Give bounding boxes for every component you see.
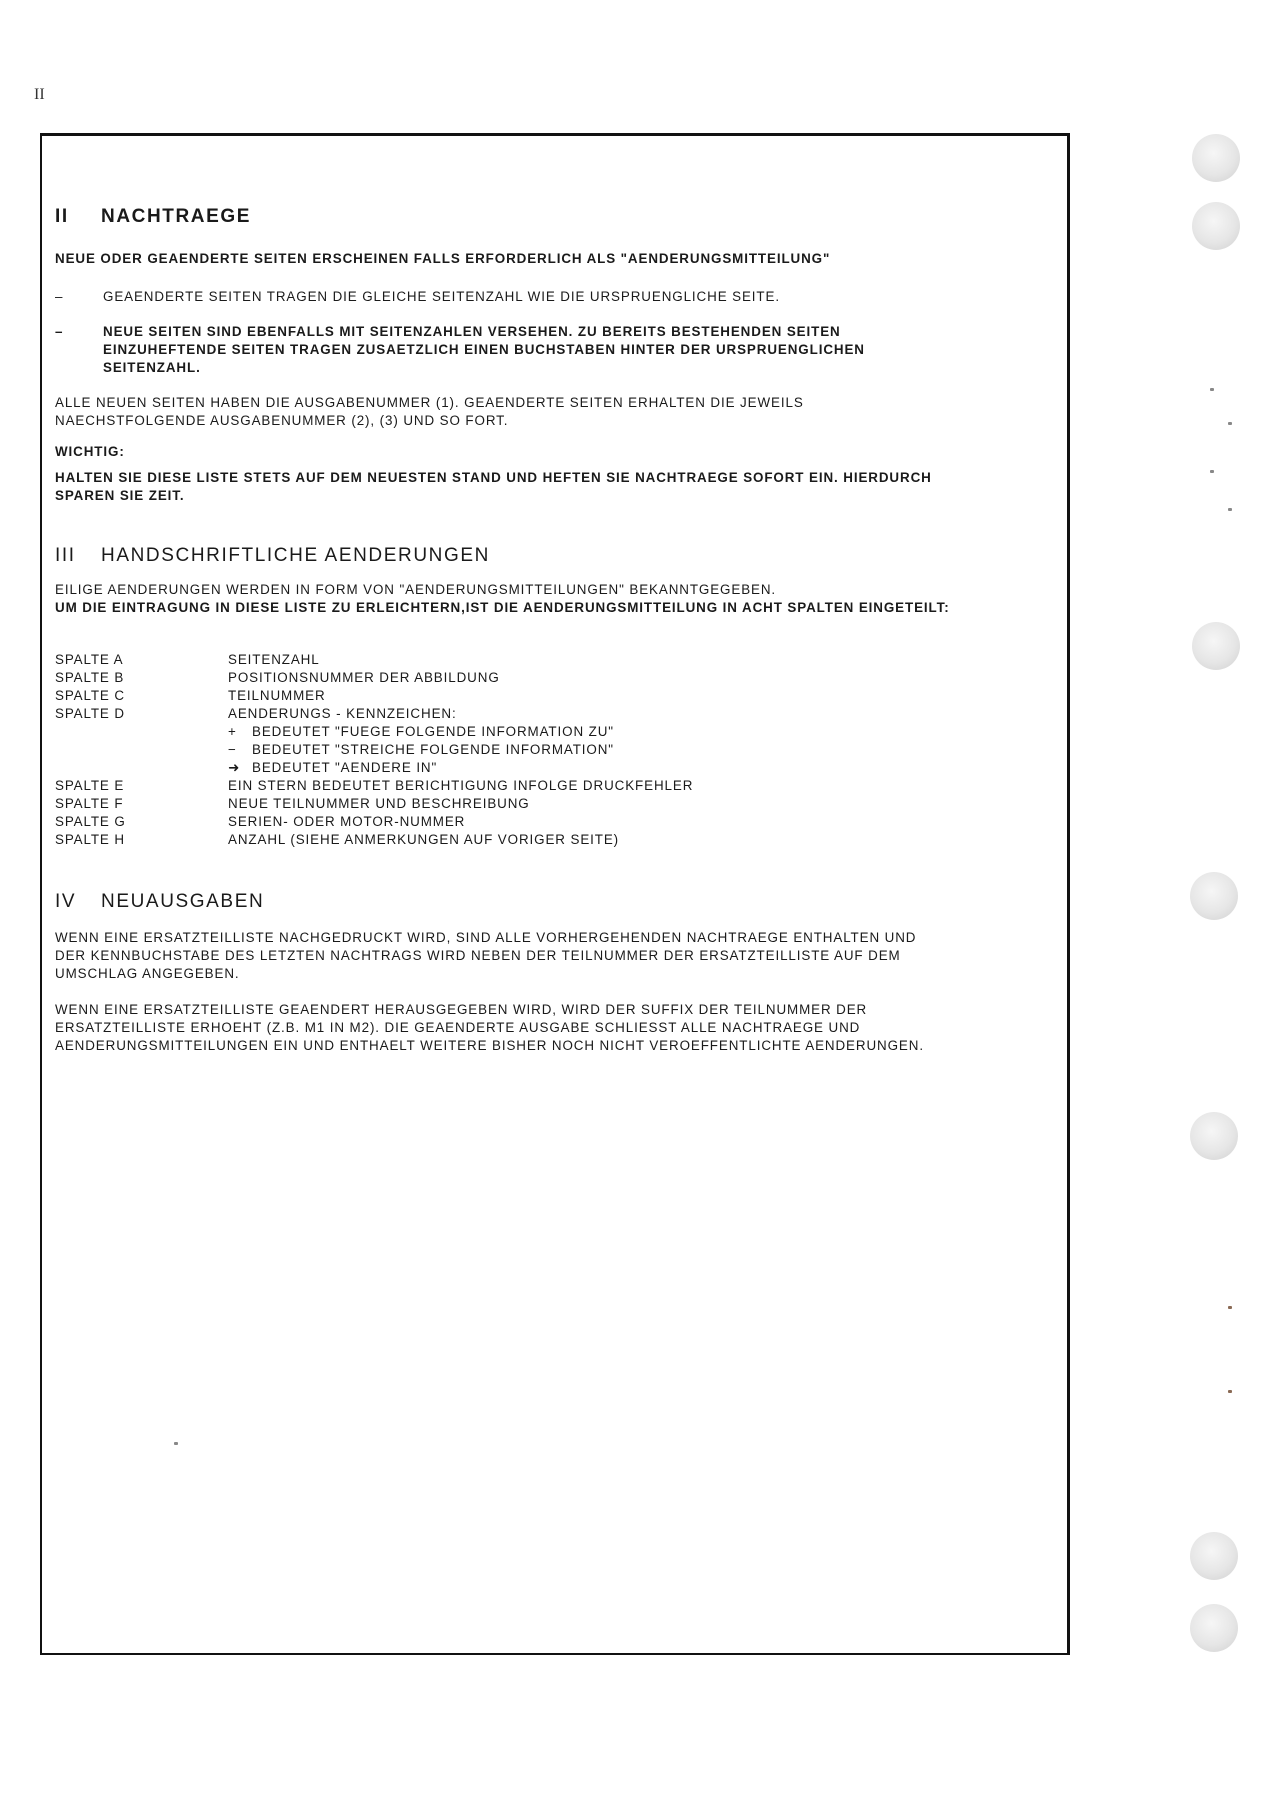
spalte-key: SPALTE C (55, 688, 125, 703)
punch-hole (1190, 1112, 1238, 1160)
spalte-key: SPALTE D (55, 706, 125, 721)
section-title: HANDSCHRIFTLICHE AENDERUNGEN (101, 545, 490, 566)
ausgabe-text: NAECHSTFOLGENDE AUSGABENUMMER (2), (3) UND SO FORT. (55, 413, 509, 428)
spalte-key: SPALTE A (55, 652, 124, 667)
scan-speck (1228, 508, 1232, 511)
spalte-value: AENDERUNGS - KENNZEICHEN: (228, 706, 457, 721)
neuausgaben-text: AENDERUNGSMITTEILUNGEN EIN UND ENTHAELT WEITERE BISHER NOCH NICHT VEROEFFENTLICHTE AENDERUNGEN. (55, 1038, 924, 1053)
punch-hole (1192, 622, 1240, 670)
wichtig-text: HALTEN SIE DIESE LISTE STETS AUF DEM NEUESTEN STAND UND HEFTEN SIE NACHTRAEGE SOFORT EIN. HIERDURCH (55, 470, 932, 485)
spalte-value: SEITENZAHL (228, 652, 320, 667)
spalte-value: SERIEN- ODER MOTOR-NUMMER (228, 814, 466, 829)
neuausgaben-text: WENN EINE ERSATZTEILLISTE GEAENDERT HERAUSGEGEBEN WIRD, WIRD DER SUFFIX DER TEILNUMMER DER (55, 1002, 868, 1017)
spalte-value: TEILNUMMER (228, 688, 326, 703)
spalte-row (55, 687, 1067, 705)
list-item-text: NEUE SEITEN SIND EBENFALLS MIT SEITENZAHLEN VERSEHEN. ZU BEREITS BESTEHENDEN SEITEN (103, 324, 841, 339)
scan-speck (1228, 1306, 1232, 1309)
spalte-key: SPALTE B (55, 670, 125, 685)
spalte-value: EIN STERN BEDEUTET BERICHTIGUNG INFOLGE DRUCKFEHLER (228, 778, 694, 793)
page-number: II (34, 86, 45, 103)
punch-hole (1192, 134, 1240, 182)
dash-bullet: – (55, 324, 64, 339)
handschriftlich-intro: UM DIE EINTRAGUNG IN DIESE LISTE ZU ERLEICHTERN,IST DIE AENDERUNGSMITTEILUNG IN ACHT SPALTEN EINGETEILT: (55, 600, 950, 615)
list-item-text: GEAENDERTE SEITEN TRAGEN DIE GLEICHE SEITENZAHL WIE DIE URSPRUENGLICHE SEITE. (103, 289, 780, 304)
section-number: III (55, 545, 76, 566)
list-item-text: SEITENZAHL. (103, 360, 201, 375)
spalte-row (55, 813, 1067, 831)
scan-speck (1228, 1390, 1232, 1393)
handschriftlich-intro: EILIGE AENDERUNGEN WERDEN IN FORM VON "AENDERUNGSMITTEILUNGEN" BEKANNTGEGEBEN. (55, 582, 777, 597)
section-title: NACHTRAEGE (101, 206, 252, 227)
minus-symbol: − (228, 742, 237, 757)
plus-symbol: + (228, 724, 237, 739)
kennzeichen-text: BEDEUTET "STREICHE FOLGENDE INFORMATION" (252, 742, 614, 757)
punch-hole (1192, 202, 1240, 250)
document-body (55, 208, 1067, 1055)
spalten-list (55, 651, 1067, 849)
nachtraege-intro: NEUE ODER GEAENDERTE SEITEN ERSCHEINEN FALLS ERFORDERLICH ALS "AENDERUNGSMITTEILUNG" (55, 251, 831, 266)
spalte-row (55, 831, 1067, 849)
spalte-row (55, 705, 1067, 723)
spalte-row (55, 777, 1067, 795)
punch-hole (1190, 1604, 1238, 1652)
kennzeichen-row (55, 723, 1067, 741)
spalte-value: NEUE TEILNUMMER UND BESCHREIBUNG (228, 796, 530, 811)
scan-speck (1228, 422, 1232, 425)
spalte-key: SPALTE E (55, 778, 125, 793)
spalte-key: SPALTE F (55, 796, 124, 811)
spalte-value: ANZAHL (SIEHE ANMERKUNGEN AUF VORIGER SEITE) (228, 832, 620, 847)
list-item (55, 288, 1067, 306)
spalte-key: SPALTE G (55, 814, 126, 829)
kennzeichen-row (55, 741, 1067, 759)
section-heading-handschriftlich (55, 547, 1067, 565)
kennzeichen-row (55, 759, 1067, 777)
scan-speck (1210, 388, 1214, 391)
arrow-symbol: ➜ (228, 760, 241, 775)
wichtig-text: SPAREN SIE ZEIT. (55, 488, 185, 503)
scan-speck (1210, 470, 1214, 473)
kennzeichen-text: BEDEUTET "AENDERE IN" (252, 760, 438, 775)
section-heading-neuausgaben (55, 893, 1067, 911)
spalte-row (55, 795, 1067, 813)
scan-speck (174, 1442, 178, 1445)
neuausgaben-text: WENN EINE ERSATZTEILLISTE NACHGEDRUCKT WIRD, SIND ALLE VORHERGEHENDEN NACHTRAEGE ENTHALTEN UND (55, 930, 917, 945)
ausgabe-text: ALLE NEUEN SEITEN HABEN DIE AUSGABENUMMER (1). GEAENDERTE SEITEN ERHALTEN DIE JEWEILS (55, 395, 804, 410)
section-number: IV (55, 891, 77, 912)
section-heading-nachtraege (55, 208, 1067, 226)
section-title: NEUAUSGABEN (101, 891, 265, 912)
neuausgaben-text: DER KENNBUCHSTABE DES LETZTEN NACHTRAGS WIRD NEBEN DER TEILNUMMER DER ERSATZTEILLISTE AUF DEM (55, 948, 901, 963)
neuausgaben-text: UMSCHLAG ANGEGEBEN. (55, 966, 240, 981)
wichtig-label: WICHTIG: (55, 444, 125, 459)
punch-hole (1190, 872, 1238, 920)
spalte-key: SPALTE H (55, 832, 125, 847)
spalte-value: POSITIONSNUMMER DER ABBILDUNG (228, 670, 500, 685)
spalte-row (55, 651, 1067, 669)
list-item (55, 323, 1067, 377)
spalte-row (55, 669, 1067, 687)
neuausgaben-text: ERSATZTEILLISTE ERHOEHT (Z.B. M1 IN M2). DIE GEAENDERTE AUSGABE SCHLIESST ALLE NACHTRAEGE UND (55, 1020, 861, 1035)
kennzeichen-text: BEDEUTET "FUEGE FOLGENDE INFORMATION ZU" (252, 724, 614, 739)
list-item-text: EINZUHEFTENDE SEITEN TRAGEN ZUSAETZLICH EINEN BUCHSTABEN HINTER DER URSPRUENGLICHEN (103, 342, 865, 357)
section-number: II (55, 206, 69, 227)
dash-bullet: – (55, 289, 64, 304)
punch-hole (1190, 1532, 1238, 1580)
